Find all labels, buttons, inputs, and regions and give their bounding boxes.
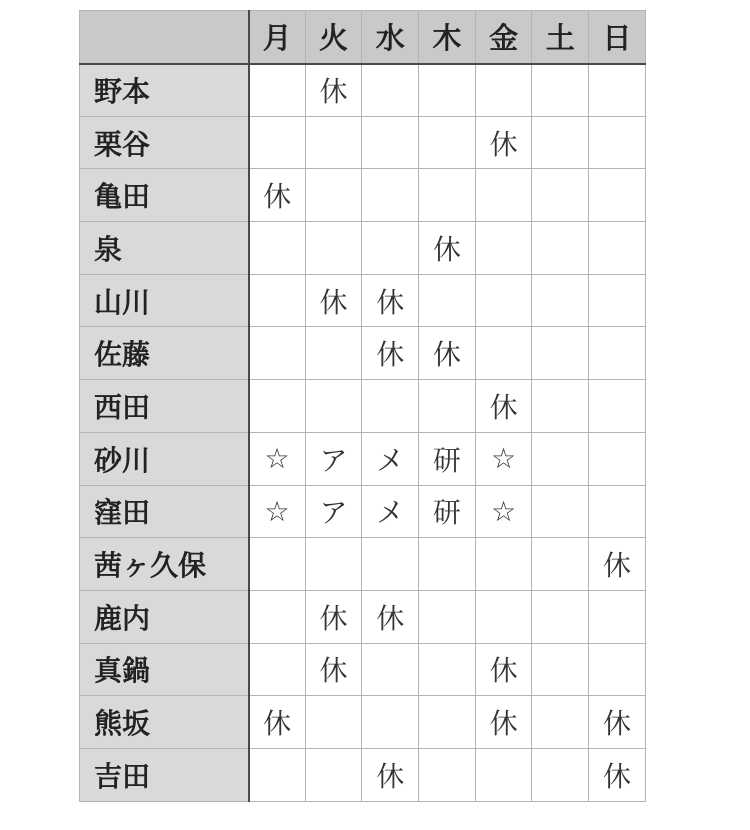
schedule-cell[interactable] [589,169,646,222]
table-row [80,380,646,433]
row-name-cell[interactable]: 鹿内 [80,590,249,643]
schedule-cell[interactable]: 研 [419,432,476,485]
schedule-cell[interactable] [589,274,646,327]
schedule-cell[interactable] [532,538,589,591]
schedule-cell[interactable] [589,222,646,275]
schedule-cell[interactable] [419,169,476,222]
schedule-cell[interactable] [249,274,306,327]
schedule-cell[interactable] [475,64,532,117]
day-header-thu[interactable]: 木 [419,11,476,64]
schedule-cell[interactable]: 休 [475,380,532,433]
schedule-cell[interactable]: ☆ [249,432,306,485]
schedule-cell[interactable] [305,748,362,801]
schedule-cell[interactable] [249,327,306,380]
schedule-cell[interactable] [419,643,476,696]
schedule-cell[interactable]: 休 [589,748,646,801]
schedule-cell[interactable] [589,380,646,433]
schedule-cell[interactable] [532,643,589,696]
day-header-mon[interactable]: 月 [249,11,306,64]
corner-cell[interactable] [80,11,249,64]
schedule-cell[interactable] [475,748,532,801]
schedule-cell[interactable] [589,432,646,485]
day-header-sun[interactable]: 日 [589,11,646,64]
table-row [80,485,646,538]
schedule-cell[interactable]: 休 [249,696,306,749]
day-header-tue[interactable]: 火 [305,11,362,64]
table-header [80,11,646,64]
schedule-cell[interactable] [589,643,646,696]
schedule-cell[interactable] [475,274,532,327]
day-header-sat[interactable]: 土 [532,11,589,64]
schedule-cell[interactable] [419,590,476,643]
schedule-cell[interactable] [532,590,589,643]
schedule-cell[interactable] [249,222,306,275]
schedule-cell[interactable] [362,169,419,222]
schedule-cell[interactable] [362,696,419,749]
schedule-cell[interactable]: 休 [305,64,362,117]
schedule-cell[interactable] [419,696,476,749]
header-row [80,11,646,64]
row-name-cell[interactable]: 吉田 [80,748,249,801]
schedule-cell[interactable] [362,116,419,169]
schedule-cell[interactable] [249,64,306,117]
schedule-cell[interactable] [532,380,589,433]
schedule-cell[interactable]: 休 [475,696,532,749]
schedule-cell[interactable] [362,380,419,433]
day-header-fri[interactable]: 金 [475,11,532,64]
row-name-cell[interactable]: 野本 [80,64,249,117]
table-row [80,169,646,222]
row-name-cell[interactable]: 泉 [80,222,249,275]
schedule-cell[interactable]: ☆ [249,485,306,538]
table-body [80,64,646,802]
schedule-cell[interactable] [305,380,362,433]
schedule-cell[interactable] [305,327,362,380]
table-row [80,590,646,643]
schedule-cell[interactable] [532,432,589,485]
schedule-cell[interactable]: 休 [362,590,419,643]
row-name-cell[interactable]: 栗谷 [80,116,249,169]
schedule-cell[interactable]: ア [305,485,362,538]
schedule-cell[interactable] [589,64,646,117]
schedule-cell[interactable]: 休 [305,643,362,696]
table-row [80,222,646,275]
schedule-cell[interactable]: ア [305,432,362,485]
day-header-wed[interactable]: 水 [362,11,419,64]
schedule-cell[interactable]: ☆ [475,432,532,485]
schedule-cell[interactable]: 休 [362,748,419,801]
schedule-cell[interactable] [419,64,476,117]
table-row [80,327,646,380]
schedule-cell[interactable] [249,116,306,169]
schedule-cell[interactable] [362,643,419,696]
schedule-cell[interactable] [419,380,476,433]
schedule-table [79,10,646,802]
schedule-cell[interactable] [249,590,306,643]
table-row [80,274,646,327]
schedule-cell[interactable] [475,590,532,643]
schedule-cell[interactable]: 休 [305,590,362,643]
table-row [80,64,646,117]
schedule-cell[interactable] [589,590,646,643]
row-name-cell[interactable]: 熊坂 [80,696,249,749]
schedule-cell[interactable] [305,116,362,169]
schedule-cell[interactable] [419,116,476,169]
schedule-cell[interactable]: 休 [249,169,306,222]
schedule-cell[interactable]: ☆ [475,485,532,538]
schedule-cell[interactable] [532,116,589,169]
schedule-cell[interactable] [249,538,306,591]
schedule-cell[interactable]: 休 [589,696,646,749]
table-row [80,696,646,749]
schedule-cell[interactable] [532,485,589,538]
schedule-cell[interactable] [305,222,362,275]
row-name-cell[interactable]: 佐藤 [80,327,249,380]
table-row [80,643,646,696]
table-row [80,748,646,801]
schedule-cell[interactable] [419,538,476,591]
schedule-cell[interactable] [419,748,476,801]
schedule-cell[interactable] [362,538,419,591]
schedule-cell[interactable] [532,327,589,380]
schedule-cell[interactable] [475,538,532,591]
schedule-cell[interactable] [362,222,419,275]
schedule-cell[interactable] [589,116,646,169]
schedule-cell[interactable]: 休 [419,222,476,275]
schedule-cell[interactable] [419,274,476,327]
row-name-cell[interactable]: 西田 [80,380,249,433]
schedule-cell[interactable]: 休 [305,274,362,327]
schedule-cell[interactable]: メ [362,432,419,485]
schedule-cell[interactable]: メ [362,485,419,538]
schedule-cell[interactable] [305,169,362,222]
schedule-cell[interactable] [475,222,532,275]
schedule-cell[interactable] [249,380,306,433]
schedule-cell[interactable] [249,643,306,696]
schedule-cell[interactable] [589,327,646,380]
schedule-cell[interactable] [532,696,589,749]
schedule-cell[interactable] [532,64,589,117]
schedule-cell[interactable]: 休 [589,538,646,591]
row-name-cell[interactable]: 山川 [80,274,249,327]
row-name-cell[interactable]: 砂川 [80,432,249,485]
schedule-cell[interactable] [305,538,362,591]
schedule-cell[interactable]: 休 [419,327,476,380]
table-row [80,538,646,591]
row-name-cell[interactable]: 窪田 [80,485,249,538]
schedule-cell[interactable] [362,64,419,117]
row-name-cell[interactable]: 茜ヶ久保 [80,538,249,591]
schedule-cell[interactable] [475,169,532,222]
schedule-cell[interactable] [532,222,589,275]
schedule-cell[interactable]: 休 [475,116,532,169]
schedule-cell[interactable] [249,748,306,801]
schedule-cell[interactable]: 休 [475,643,532,696]
row-name-cell[interactable]: 真鍋 [80,643,249,696]
schedule-cell[interactable] [475,327,532,380]
row-name-cell[interactable]: 亀田 [80,169,249,222]
table-row [80,432,646,485]
schedule-cell[interactable]: 研 [419,485,476,538]
schedule-cell[interactable]: 休 [362,327,419,380]
schedule-cell[interactable] [532,748,589,801]
schedule-cell[interactable] [532,169,589,222]
schedule-cell[interactable]: 休 [362,274,419,327]
schedule-cell[interactable] [532,274,589,327]
schedule-cell[interactable] [305,696,362,749]
table-row [80,116,646,169]
schedule-cell[interactable] [589,485,646,538]
